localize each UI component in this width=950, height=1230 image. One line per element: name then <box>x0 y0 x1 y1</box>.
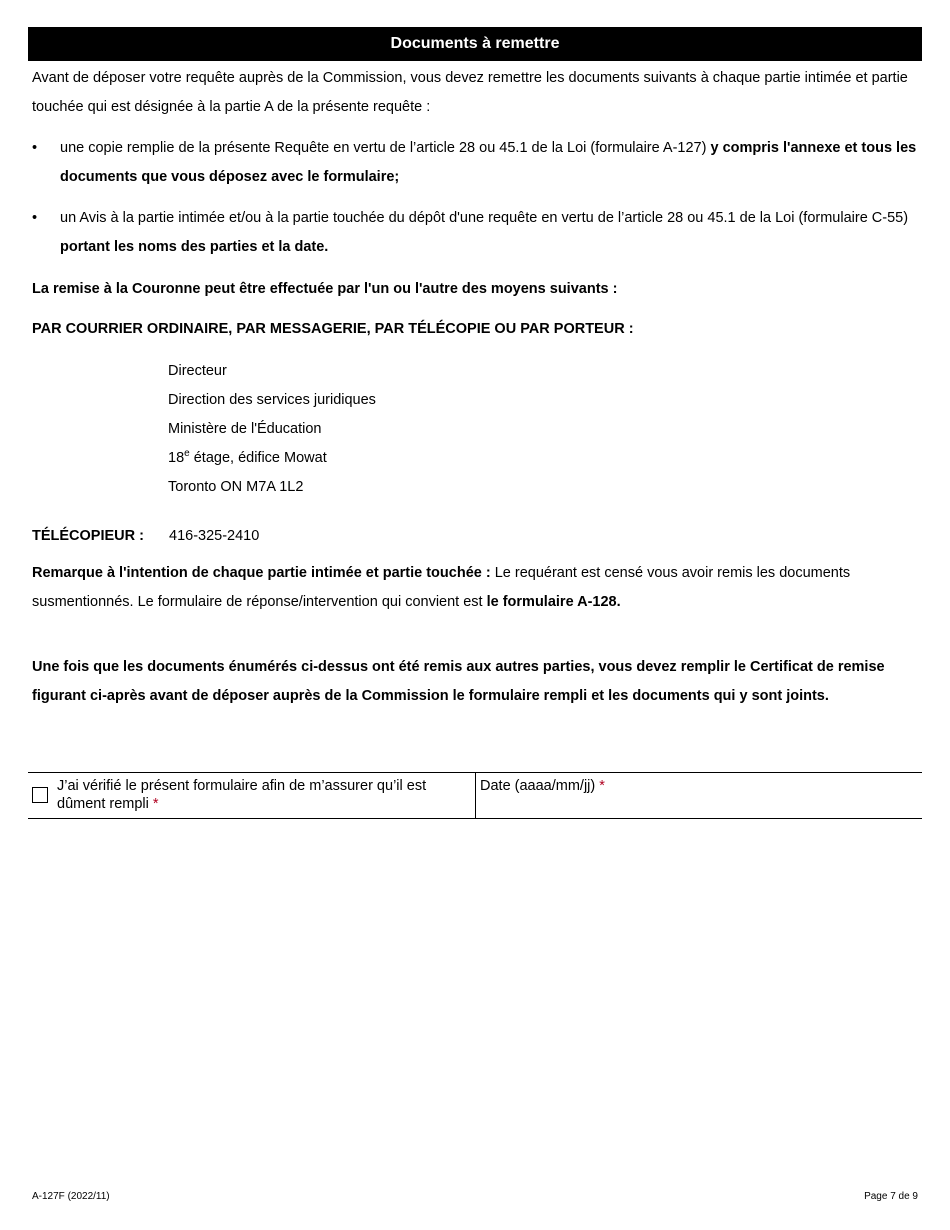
date-field[interactable] <box>480 795 920 817</box>
list-item <box>32 204 922 262</box>
fax-number: 416-325-2410 <box>169 528 260 544</box>
fax-label: TÉLÉCOPIEUR : <box>32 528 144 544</box>
mailing-address <box>168 357 376 502</box>
section-header <box>28 27 922 61</box>
bullet-icon: • <box>32 140 38 156</box>
list-item <box>32 134 922 192</box>
address-line: Toronto ON M7A 1L2 <box>168 479 304 495</box>
remark-paragraph: Remarque à l'intention de chaque partie intimée et partie touchée : Le requérant est censé vous avoir remis les documents susmentionnés. Le formulaire de réponse/intervention qui convient est le formulaire A-128. <box>32 565 851 610</box>
bullet-bold-text: y compris l'annexe et tous les documents que vous déposez avec le formulaire; <box>60 140 917 185</box>
certificate-row <box>28 772 922 819</box>
verified-label: J’ai vérifié le présent formulaire afin de m’assurer qu’il est dûment rempli * <box>57 778 427 812</box>
address-line: 18e étage, édifice Mowat <box>168 448 327 466</box>
address-line: Ministère de l'Éducation <box>168 421 322 437</box>
page-number: Page 7 de 9 <box>864 1191 918 1202</box>
instruction-paragraph: Une fois que les documents énumérés ci-dessus ont été remis aux autres parties, vous devez remplir le Certificat de remise figurant ci-après avant de déposer auprès de la Commission le formulaire rempli et les documents qui y sont joints. <box>32 659 885 704</box>
required-mark: * <box>599 778 605 794</box>
address-line: Directeur <box>168 363 227 379</box>
crown-service-note: La remise à la Couronne peut être effectuée par l'un ou l'autre des moyens suivants : <box>32 281 618 297</box>
delivery-methods: PAR COURRIER ORDINAIRE, PAR MESSAGERIE, PAR TÉLÉCOPIE OU PAR PORTEUR : <box>32 321 634 337</box>
verification-cell <box>28 773 476 818</box>
bullet-bold-text: portant les noms des parties et la date. <box>60 239 329 255</box>
intro-paragraph: Avant de déposer votre requête auprès de la Commission, vous devez remettre les documents suivants à chaque partie intimée et partie touchée qui est désignée à la partie A de la présente requête : <box>32 70 908 115</box>
verified-checkbox[interactable] <box>32 787 48 803</box>
date-label: Date (aaaa/mm/jj) * <box>480 778 605 794</box>
bullet-icon: • <box>32 210 38 226</box>
section-title: Documents à remettre <box>390 35 560 52</box>
form-code: A-127F (2022/11) <box>32 1191 110 1202</box>
address-line: Direction des services juridiques <box>168 392 376 408</box>
bullet-text: une copie remplie de la présente Requête en vertu de l’article 28 ou 45.1 de la Loi (formulaire A-127) <box>60 140 711 156</box>
required-mark: * <box>152 796 159 812</box>
bullet-text: un Avis à la partie intimée et/ou à la partie touchée du dépôt d'une requête en vertu de l’article 28 ou 45.1 de la Loi (formulaire C-55) <box>60 210 909 226</box>
